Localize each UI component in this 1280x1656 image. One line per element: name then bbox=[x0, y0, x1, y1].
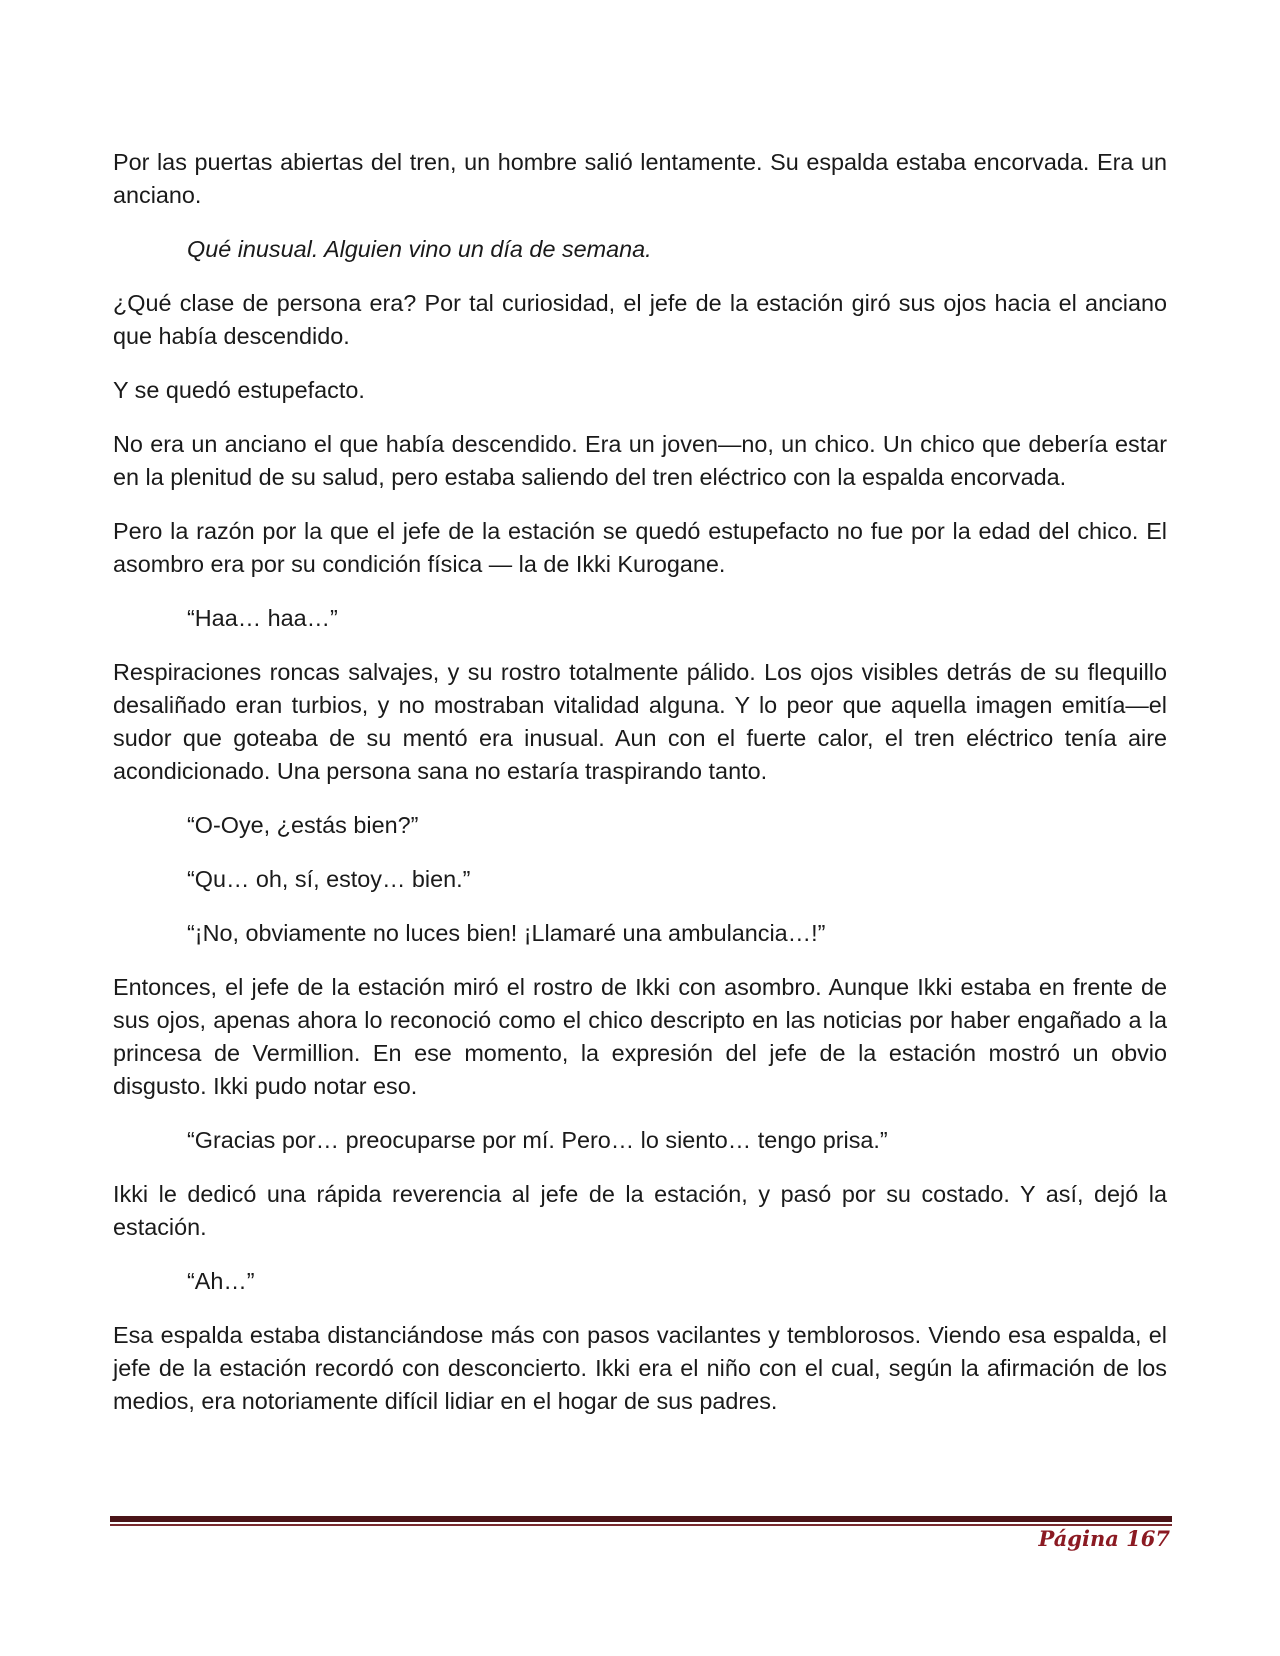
thought-line: Qué inusual. Alguien vino un día de semana. bbox=[187, 236, 652, 262]
dialogue-line: “Qu… oh, sí, estoy… bien.” bbox=[187, 866, 471, 892]
paragraph: Esa espalda estaba distanciándose más con pasos vacilantes y temblorosos. Viendo esa espalda, el jefe de la estación recordó con desconcierto. Ikki era el niño con el cual, según la afirmación de los medios, era notoriamente difícil lidiar en el hogar de sus padres. bbox=[113, 1322, 1167, 1414]
paragraph: Pero la razón por la que el jefe de la estación se quedó estupefacto no fue por la edad del chico. El asombro era por su condición física — la de Ikki Kurogane. bbox=[113, 518, 1167, 577]
dialogue-line: “O-Oye, ¿estás bien?” bbox=[187, 812, 419, 838]
footer-rule-thin bbox=[110, 1524, 1172, 1526]
paragraph: Respiraciones roncas salvajes, y su rostro totalmente pálido. Los ojos visibles detrás de su flequillo desaliñado eran turbios, y no mostraban vitalidad alguna. Y lo peor que aquella imagen emitía—el sudor que goteaba de su mentó era inusual. Aun con el fuerte calor, el tren eléctrico tenía aire acondicionado. Una persona sana no estaría traspirando tanto. bbox=[113, 659, 1167, 784]
paragraph: Por las puertas abiertas del tren, un hombre salió lentamente. Su espalda estaba encorvada. Era un anciano. bbox=[113, 149, 1167, 208]
dialogue-line: “¡No, obviamente no luces bien! ¡Llamaré una ambulancia…!” bbox=[187, 920, 826, 946]
dialogue-line: “Gracias por… preocuparse por mí. Pero… lo siento… tengo prisa.” bbox=[187, 1127, 888, 1153]
paragraph: Y se quedó estupefacto. bbox=[113, 377, 365, 403]
page-body bbox=[113, 146, 1167, 1439]
footer-rule bbox=[110, 1516, 1172, 1526]
paragraph: Ikki le dedicó una rápida reverencia al jefe de la estación, y pasó por su costado. Y así, dejó la estación. bbox=[113, 1181, 1167, 1240]
dialogue-line: “Haa… haa…” bbox=[187, 605, 338, 631]
paragraph: ¿Qué clase de persona era? Por tal curiosidad, el jefe de la estación giró sus ojos hacia el anciano que había descendido. bbox=[113, 290, 1167, 349]
footer-rule-thick bbox=[110, 1516, 1172, 1522]
page-number: Página 167 bbox=[1038, 1526, 1170, 1551]
dialogue-line: “Ah…” bbox=[187, 1268, 255, 1294]
paragraph: No era un anciano el que había descendido. Era un joven—no, un chico. Un chico que debería estar en la plenitud de su salud, pero estaba saliendo del tren eléctrico con la espalda encorvada. bbox=[113, 431, 1167, 490]
paragraph: Entonces, el jefe de la estación miró el rostro de Ikki con asombro. Aunque Ikki estaba en frente de sus ojos, apenas ahora lo reconoció como el chico descripto en las noticias por haber engañado a la princesa de Vermillion. En ese momento, la expresión del jefe de la estación mostró un obvio disgusto. Ikki pudo notar eso. bbox=[113, 974, 1167, 1099]
